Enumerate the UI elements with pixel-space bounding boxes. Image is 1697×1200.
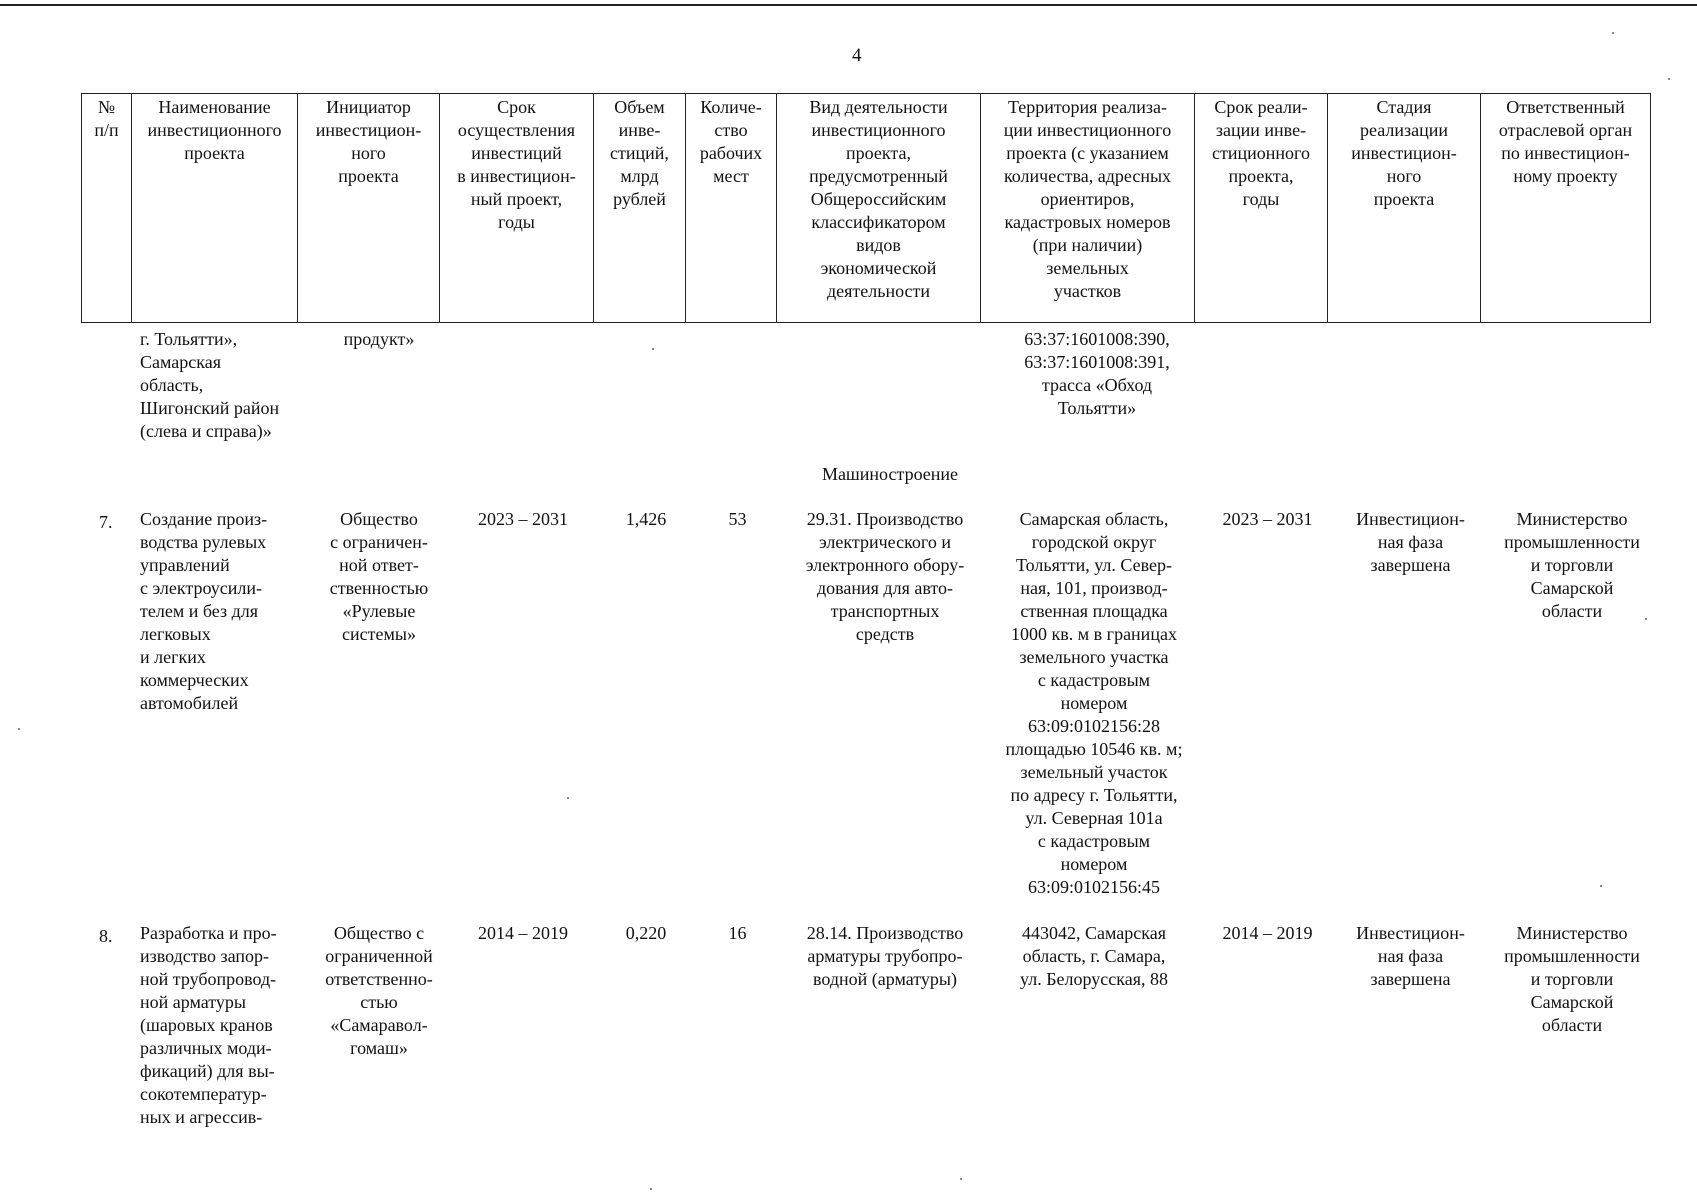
header-territory-text: Территория реализа- ции инвестиционного проекта (с указанием количества, адресных ориентиров, кадастровых номеров (при наличии) земельных участков <box>1003 97 1172 301</box>
header-volume-text: Объем инве- стиций, млрд рублей <box>610 97 669 209</box>
row-stage: Инвестицион- ная фаза завершена <box>1356 509 1465 575</box>
scan-speck <box>567 797 569 799</box>
row-volume: 0,220 <box>625 923 667 943</box>
continuation-territory: 63:37:1601008:390, 63:37:1601008:391, трасса «Обход Тольятти» <box>1024 329 1170 418</box>
header-initiator <box>298 94 440 323</box>
section-title: Машиностроение <box>821 464 959 484</box>
header-authority-text: Ответственный отраслевой орган по инвестицион- ному проекту <box>1498 97 1633 186</box>
scan-speck <box>18 728 20 730</box>
row-activity: 28.14. Производство арматуры трубопро- водной (арматуры) <box>806 923 964 989</box>
row-term-invest: 2023 – 2031 <box>478 509 568 529</box>
header-term-real-text: Срок реали- зации инве- стиционного проекта, годы <box>1212 97 1310 209</box>
header-activity <box>777 94 981 323</box>
row-jobs: 53 <box>728 509 747 529</box>
row-term-real: 2023 – 2031 <box>1222 509 1313 529</box>
header-num <box>82 94 132 323</box>
row-territory: 443042, Самарская область, г. Самара, ул. Белорусская, 88 <box>1020 923 1168 989</box>
continuation-initiator: продукт» <box>343 329 415 349</box>
row-initiator: Общество с ограниченной ответственно- стью «Самаравол- гомаш» <box>325 923 433 1058</box>
header-jobs-text: Количе- ство рабочих мест <box>699 97 763 186</box>
continuation-name: г. Тольятти», Самарская область, Шигонский район (слева и справа)» <box>140 329 280 441</box>
scan-speck <box>650 1188 652 1190</box>
scan-speck <box>1612 32 1614 34</box>
row-authority: Министерство промышленности и торговли Самарской области <box>1504 509 1640 621</box>
header-authority <box>1481 94 1651 323</box>
row-initiator: Общество с ограничен- ной ответ- ственностью «Рулевые системы» <box>329 509 429 644</box>
row-name: Создание произ- водства рулевых управлений с электроусили- телем и без для легковых и легких коммерческих автомобилей <box>140 509 268 713</box>
row-jobs: 16 <box>728 923 747 943</box>
header-name <box>132 94 298 323</box>
row-term-invest: 2014 – 2019 <box>478 923 568 943</box>
header-term-invest <box>440 94 594 323</box>
scan-speck <box>652 348 654 350</box>
scan-speck <box>1600 885 1602 887</box>
header-stage-text: Стадия реализации инвестицион- ного проекта <box>1351 97 1457 209</box>
row-activity: 29.31. Производство электрического и электронного обору- дования для авто- транспортных средств <box>805 509 965 644</box>
scan-speck <box>1645 618 1647 620</box>
header-term-invest-text: Срок осуществления инвестиций в инвестицион- ный проект, годы <box>457 97 576 232</box>
row-num: 7. <box>99 512 113 532</box>
row-authority: Министерство промышленности и торговли Самарской области <box>1504 923 1640 1035</box>
page-number: 4 <box>852 45 862 66</box>
row-name: Разработка и про- изводство запор- ной трубопровод- ной арматуры (шаровых кранов различных моди- фикаций) для вы- сокотемператур- ных и агрессив- <box>140 923 277 1127</box>
header-stage <box>1328 94 1481 323</box>
scan-speck <box>960 1178 962 1180</box>
header-volume <box>594 94 686 323</box>
header-jobs <box>686 94 777 323</box>
scan-speck <box>1668 78 1670 80</box>
header-name-text: Наименование инвестиционного проекта <box>147 97 282 163</box>
row-stage: Инвестицион- ная фаза завершена <box>1356 923 1465 989</box>
row-territory: Самарская область, городской округ Тольятти, ул. Север- ная, 101, производ- ственная площадка 1000 кв. м в границах земельного участка с кадастровым номером 63:09:0102156:28 площадью 10546 кв. м; земельный участок по адресу г. Тольятти, ул. Северная 101а с кадастровым номером 63:09:0102156:45 <box>1005 509 1183 897</box>
header-territory <box>981 94 1195 323</box>
header-num-text: № п/п <box>94 97 119 140</box>
row-term-real: 2014 – 2019 <box>1222 923 1313 943</box>
header-term-real <box>1195 94 1328 323</box>
header-activity-text: Вид деятельности инвестиционного проекта, предусмотренный Общероссийским классификатором видов экономической деятельности <box>809 97 948 301</box>
top-border-line <box>0 4 1697 6</box>
table-header <box>81 93 1651 323</box>
header-initiator-text: Инициатор инвестицион- ного проекта <box>315 97 422 186</box>
row-num: 8. <box>99 926 113 946</box>
row-volume: 1,426 <box>625 509 667 529</box>
